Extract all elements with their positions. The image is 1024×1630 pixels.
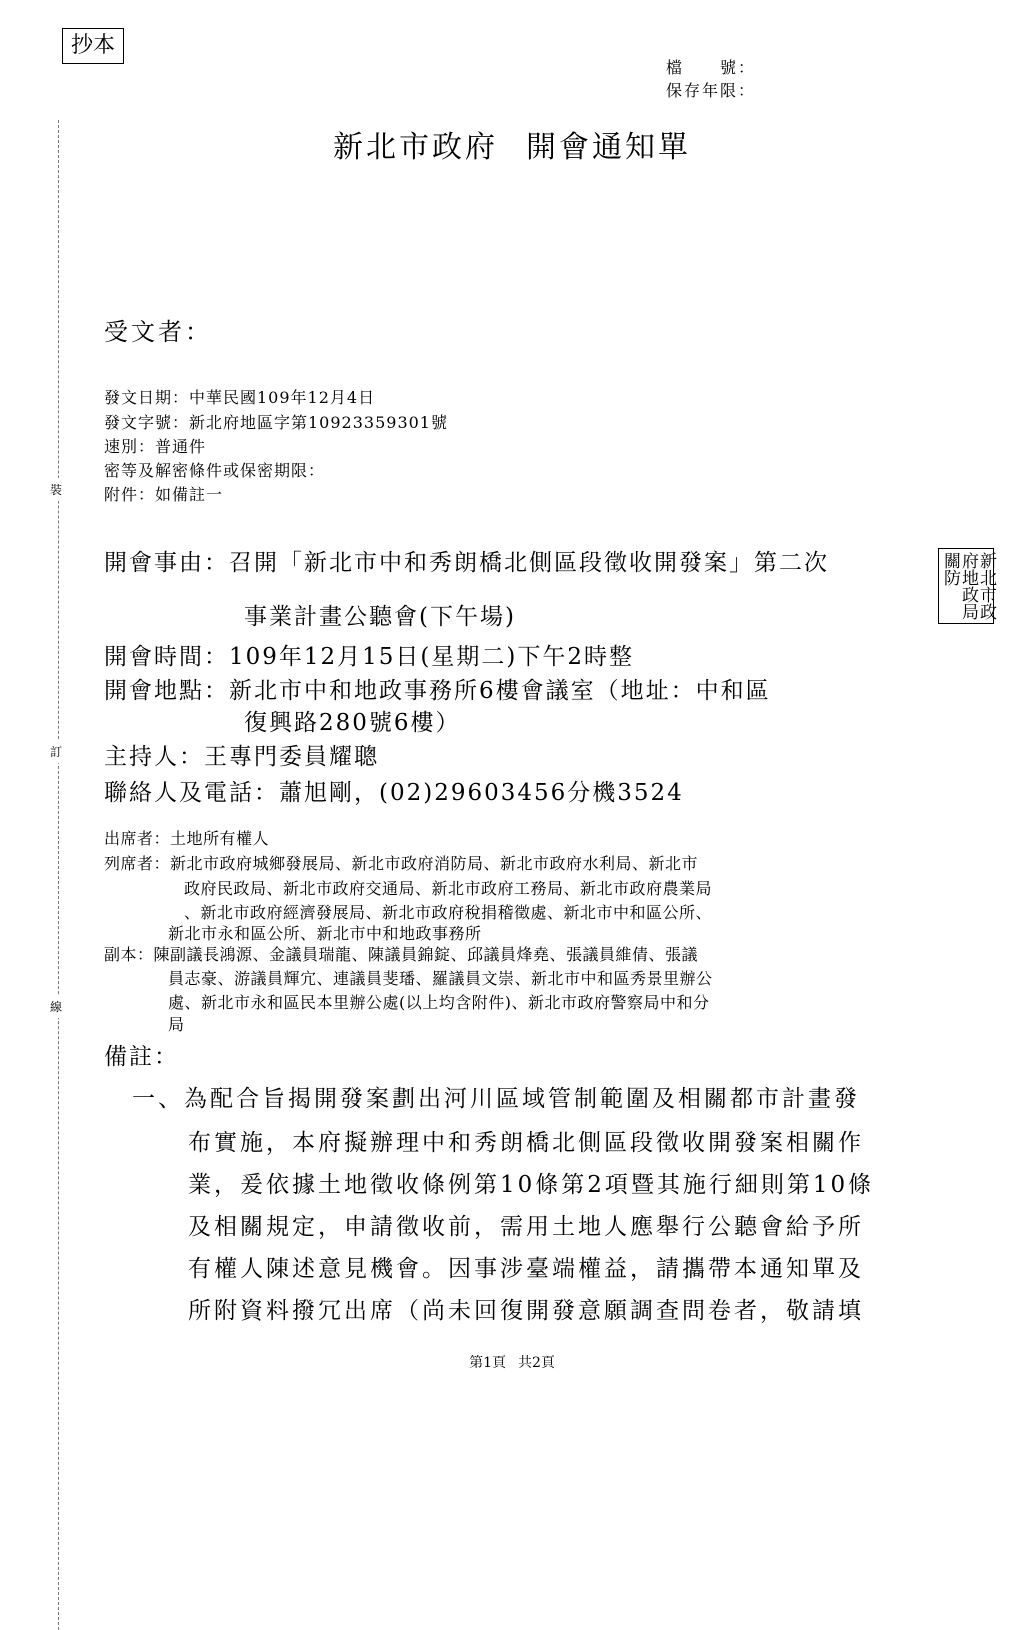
copies-line: 局 bbox=[168, 1015, 185, 1034]
binding-mark-zhuang: 裝 bbox=[50, 478, 62, 501]
official-seal bbox=[938, 548, 994, 624]
meeting-host: 主持人：王專門委員耀聰 bbox=[104, 744, 379, 770]
observers-line: 新北市永和區公所、新北市中和地政事務所 bbox=[168, 924, 482, 943]
retention-label: 保存年限： bbox=[666, 81, 757, 100]
page-footer bbox=[0, 1352, 1024, 1372]
copies-line: 員志豪、游議員輝宂、連議員斐璠、羅議員文崇、新北市中和區秀景里辦公 bbox=[168, 969, 713, 988]
document-title bbox=[0, 122, 1024, 166]
binding-line bbox=[58, 120, 59, 1630]
issue-date: 發文日期：中華民國109年12月4日 bbox=[104, 388, 376, 407]
binding-mark-ding: 訂 bbox=[50, 740, 62, 763]
notes-label: 備註： bbox=[104, 1044, 179, 1070]
note-item1-line: 業，爰依據土地徵收條例第10條第2項暨其施行細則第10條 bbox=[188, 1172, 875, 1198]
seal-text: 新北市政府地政局關防 bbox=[940, 552, 996, 620]
copies-line: 處、新北市永和區民本里辦公處(以上均含附件)、新北市政府警察局中和分 bbox=[168, 993, 710, 1012]
copy-stamp: 抄本 bbox=[62, 28, 124, 64]
copies-line: 副本：陳副議長鴻源、金議員瑞龍、陳議員錦錠、邱議員烽堯、張議員維倩、張議 bbox=[104, 945, 699, 964]
title-org: 新北市政府 bbox=[333, 130, 498, 165]
recipient-label: 受文者： bbox=[104, 318, 212, 346]
note-item1-line: 及相關規定，申請徵收前，需用土地人應舉行公聽會給予所 bbox=[188, 1214, 864, 1240]
attendees-present: 出席者：土地所有權人 bbox=[104, 829, 270, 848]
secrecy-level: 密等及解密條件或保密期限： bbox=[104, 461, 326, 480]
meeting-place-line2: 復興路280號6樓） bbox=[244, 710, 461, 736]
note-item1-line: 布實施，本府擬辦理中和秀朗橋北側區段徵收開發案相關作 bbox=[188, 1130, 864, 1156]
observers-line: 政府民政局、新北市政府交通局、新北市政府工務局、新北市政府農業局 bbox=[184, 879, 713, 898]
delivery-speed: 速別：普通件 bbox=[104, 437, 207, 456]
document-number: 發文字號：新北府地區字第10923359301號 bbox=[104, 413, 448, 432]
attachment-line: 附件：如備註一 bbox=[104, 485, 224, 504]
meeting-place-line1: 開會地點：新北市中和地政事務所6樓會議室（地址：中和區 bbox=[104, 678, 771, 704]
binding-mark-xian: 線 bbox=[50, 995, 62, 1018]
meeting-reason-line1: 開會事由：召開「新北市中和秀朗橋北側區段徵收開發案」第二次 bbox=[104, 550, 829, 576]
observers-line: 列席者：新北市政府城鄉發展局、新北市政府消防局、新北市政府水利局、新北市 bbox=[104, 854, 699, 873]
note-item1-line: 一、為配合旨揭開發案劃出河川區域管制範圍及相關都市計畫發 bbox=[132, 1086, 860, 1112]
note-item1-line: 所附資料撥冗出席（尚未回復開發意願調查問卷者，敬請填 bbox=[188, 1298, 864, 1324]
meeting-reason-line2: 事業計畫公聽會(下午場) bbox=[244, 604, 516, 630]
meeting-contact: 聯絡人及電話：蕭旭剛，(02)29603456分機3524 bbox=[104, 780, 684, 806]
meeting-time: 開會時間：109年12月15日(星期二)下午2時整 bbox=[104, 644, 635, 670]
file-number-label: 檔 號： bbox=[666, 58, 757, 77]
page-number: 第1頁 bbox=[469, 1355, 506, 1371]
note-item1-line: 有權人陳述意見機會。因事涉臺端權益，請攜帶本通知單及 bbox=[188, 1256, 864, 1282]
page-total: 共2頁 bbox=[518, 1355, 555, 1371]
title-doc-type: 開會通知單 bbox=[526, 130, 691, 165]
observers-line: 、新北市政府經濟發展局、新北市政府稅捐稽徵處、新北市中和區公所、 bbox=[184, 903, 713, 922]
